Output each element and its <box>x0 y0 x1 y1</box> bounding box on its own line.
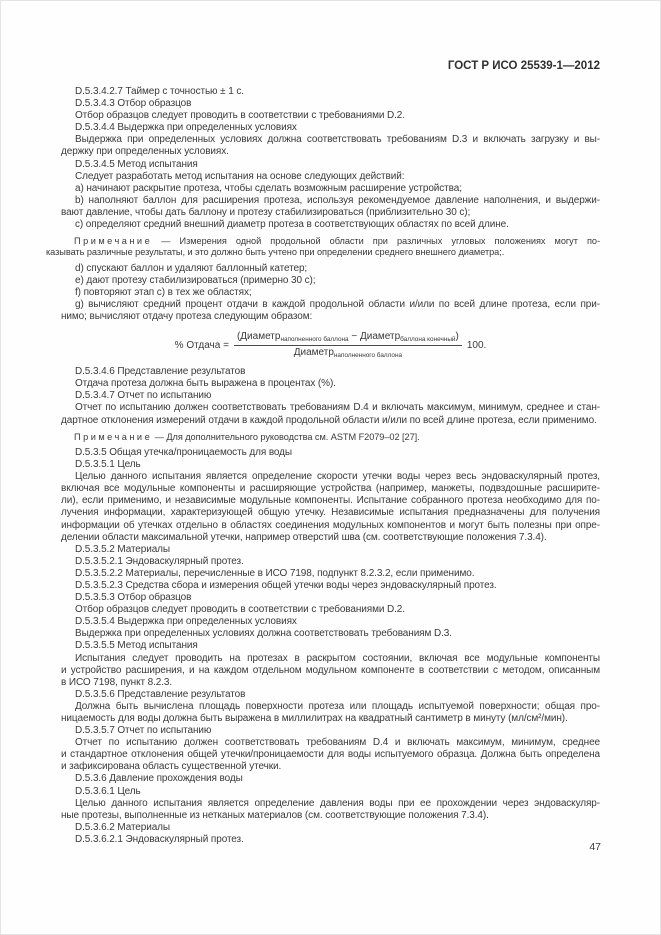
text-line: дартное отклонения измерений отдачи в каждой продольной области и/или по всей длине протеза, если применимо. <box>61 414 597 426</box>
paragraph <box>61 366 600 426</box>
text-line: лучения информации, характеризующей общую утечку. Независимые испытания предназначены для получения <box>61 507 600 519</box>
formula <box>61 330 600 361</box>
text-line: d) спускают баллон и удаляют баллонный катетер; <box>75 262 308 274</box>
text-line: Испытания следует проводить на протезах в раскрытом состоянии, включая все модульные компоненты <box>75 652 600 664</box>
text-line: Отбор образцов следует проводить в соответствии с требованиями D.2. <box>75 110 405 122</box>
text-line: D.5.3.4.5 Метод испытания <box>75 158 198 170</box>
text-line: в ИСО 7198, пункт 8.2.3. <box>61 676 173 688</box>
text-line: и устройство расширения, и на каждом отдельном модульном компоненте в соответствии с методом, описанным <box>61 664 600 676</box>
formula-subscript: баллона конечный <box>400 336 456 344</box>
note-line <box>46 432 600 443</box>
text-line: D.5.3.5.1 Цель <box>75 459 141 471</box>
text-line: D.5.3.5.2.3 Средства сбора и измерения общей утечки воды через эндоваскулярный протез. <box>75 579 497 591</box>
text-line: Отчет по испытанию должен соответствовать требованиям D.4 и включать максимум, минимум, среднее и стан- <box>75 402 600 414</box>
note-line: казывать различные результаты, и это должно быть учтено при определении среднего внешнего диаметра;. <box>46 247 505 258</box>
formula-minus: − <box>348 331 360 343</box>
text-line: Выдержка при определенных условиях должна соответствовать требованиям D.3 и включать загрузку и вы- <box>75 134 600 146</box>
text-line: D.5.3.5.5 Метод испытания <box>75 640 198 652</box>
text-line: b) наполняют баллон для расширения протеза, используя рекомендуемое давление наполнения, и выдержи- <box>75 194 600 206</box>
formula-numerator <box>234 330 462 346</box>
note-line <box>46 236 600 247</box>
text-line: D.5.3.4.4 Выдержка при определенных условиях <box>75 122 297 134</box>
text-line: D.5.3.6 Давление прохождения воды <box>75 773 243 785</box>
text-line: Целью данного испытания является определение давления воды при ее прохождении через эндоваскуляр- <box>75 797 600 809</box>
note-label: Примечание <box>74 431 153 442</box>
paragraph <box>61 263 600 323</box>
text-line: c) определяют средний внешний диаметр протеза в соответствующих областях по всей длине. <box>75 219 509 231</box>
note-label: Примечание <box>74 236 153 247</box>
text-line: D.5.3.5.2.2 Материалы, перечисленные в ИСО 7198, подпункт 8.2.3.2, если применимо. <box>75 567 475 579</box>
text-line: информации об утечках отдельно в областях соединения модульных компонентов и могут быть полезны при опре- <box>61 519 600 531</box>
text-line: D.5.3.5.7 Отчет по испытанию <box>75 725 212 737</box>
text-line: и зафиксирована область существенной утечки. <box>61 761 282 773</box>
text-line: D.5.3.5.2 Материалы <box>75 543 171 555</box>
text-line: D.5.3.5.4 Выдержка при определенных условиях <box>75 616 297 628</box>
note <box>46 236 600 259</box>
text-line: включая все модульные компоненты и расширяющие устройства (например, манжеты, подвздошные расширите- <box>61 483 600 495</box>
text-line: D.5.3.6.2.1 Эндоваскулярный протез. <box>75 833 244 845</box>
formula-term: Диаметр <box>360 331 401 343</box>
text-line: D.5.3.5.6 Представление результатов <box>75 688 246 700</box>
text-line: ные протезы, выполненные из нетканых материалов (см. соответствующие положения 7.3.4). <box>61 809 489 821</box>
formula-subscript: наполненного баллона <box>333 352 403 360</box>
page-header-title: ГОСТ Р ИСО 25539-1—2012 <box>447 60 600 72</box>
note-text: — Измерения одной продольной области при различных угловых положениях могут по- <box>152 236 600 247</box>
formula-open-paren: ( <box>236 331 241 343</box>
text-line: делении области максимальной утечки, например отверстий шва (см. соответствующие положения 7.3.4). <box>61 531 547 543</box>
text-line: D.5.3.6.1 Цель <box>75 785 141 797</box>
text-line: f) повторяют этап c) в тех же областях; <box>75 286 252 298</box>
formula-term: Диаметр <box>240 331 281 343</box>
text-line: ли), если применимо, и независимые модульные компоненты. Испытание собранного протеза необходимо для по- <box>61 495 600 507</box>
formula-term: Диаметр <box>293 347 334 359</box>
text-line: Целью данного испытания является определение скорости утечки воды через весь эндоваскулярный протез, <box>75 471 600 483</box>
formula-lhs: % Отдача = <box>174 340 229 352</box>
formula-close-paren: ) <box>455 331 459 343</box>
text-line: e) дают протезу стабилизироваться (примерно 30 с); <box>75 274 316 286</box>
text-line: D.5.3.4.6 Представление результатов <box>75 366 246 378</box>
text-line: D.5.3.4.2.7 Таймер с точностью ± 1 с. <box>75 86 244 97</box>
text-line: ницаемость для воды должна быть выражена в миллилитрах на квадратный сантиметр в минуту (мл/см²/мин). <box>61 713 568 725</box>
formula-denominator <box>291 346 405 361</box>
text-line: D.5.3.4.3 Отбор образцов <box>75 98 192 110</box>
text-line: держку при определенных условиях. <box>61 146 229 158</box>
page-number: 47 <box>589 841 601 853</box>
text-line: D.5.3.5.2.1 Эндоваскулярный протез. <box>75 555 244 567</box>
paragraph <box>61 86 600 231</box>
text-line: Должна быть вычислена площадь поверхности протеза или площадь испытуемой поверхности; общая про- <box>75 700 600 712</box>
text-line: Следует разработать метод испытания на основе следующих действий: <box>75 170 405 182</box>
paragraph <box>61 447 600 846</box>
text-line: g) вычисляют средний процент отдачи в каждой продольной области и/или по всей длине протеза, если при- <box>75 299 600 310</box>
text-line: нимо; вычисляют отдачу протеза следующим образом: <box>61 311 313 323</box>
note-text: — Для дополнительного руководства см. ASTM F2079–02 [27]. <box>152 431 420 442</box>
note <box>46 432 600 443</box>
text-line: a) начинают раскрытие протеза, чтобы сделать возможным расширение устройства; <box>75 182 462 194</box>
text-line: Отбор образцов следует проводить в соответствии с требованиями D.2. <box>75 604 405 616</box>
document-body <box>46 86 600 846</box>
formula-subscript: наполненного баллона <box>280 336 349 344</box>
formula-fraction <box>234 330 462 361</box>
text-line: D.5.3.4.7 Отчет по испытанию <box>75 390 212 402</box>
text-line: Отчет по испытанию должен соответствовать требованиям D.4 и включать максимум, минимум, среднее <box>75 737 600 749</box>
text-line: D.5.3.5.3 Отбор образцов <box>75 592 192 604</box>
text-line: D.5.3.5 Общая утечка/проницаемость для воды <box>75 446 292 458</box>
text-line: Отдача протеза должна быть выражена в процентах (%). <box>75 378 336 390</box>
text-line: D.5.3.6.2 Материалы <box>75 821 171 833</box>
text-line: вают давление, чтобы дать баллону и протезу стабилизироваться (приблизительно 30 с); <box>61 206 471 218</box>
text-line: Выдержка при определенных условиях должна соответствовать требованиям D.3. <box>75 628 452 640</box>
formula-factor: 100. <box>466 340 487 352</box>
text-line: и стандартное отклонения общей утечки/проницаемости для воды испытуемого образца. Должна быть определена <box>61 749 600 761</box>
